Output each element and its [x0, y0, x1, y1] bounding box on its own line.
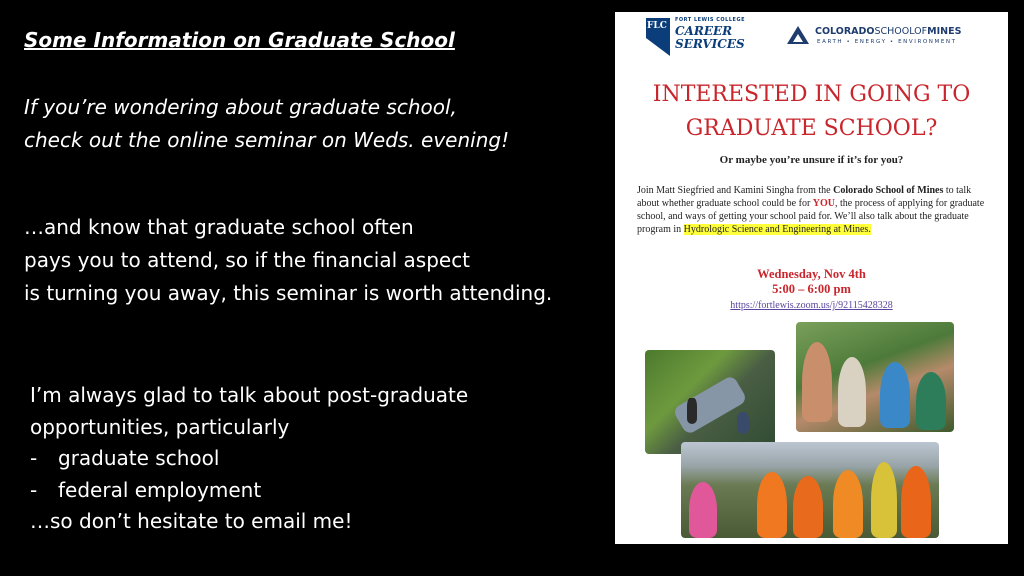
bullet-item — [30, 475, 468, 507]
career-services-logo — [675, 25, 745, 51]
contact-paragraph — [30, 380, 468, 538]
slide-title: Some Information on Graduate School — [24, 28, 455, 52]
bullet-marker: - — [30, 477, 38, 502]
stream-fieldwork-photo — [645, 350, 775, 454]
text-line: CAREER — [675, 24, 733, 38]
bullet-text: graduate school — [58, 446, 220, 470]
funding-paragraph — [24, 211, 552, 310]
text-line: …and know that graduate school often — [24, 215, 414, 239]
mines-tagline: EARTH • ENERGY • ENVIRONMENT — [817, 39, 957, 45]
flyer-body: Join Matt Siegfried and Kamini Singha from the Colorado School of Mines to talk about whether graduate school could be for YOU, the process of applying for graduate school, and ways of getting your school paid for. We’ll also talk about the graduate program in Hydrologic Science and Engineering at Mines. — [637, 185, 985, 235]
text-line: I’m always glad to talk about post-graduate — [30, 383, 469, 407]
text-line: SERVICES — [675, 37, 745, 51]
seminar-paragraph — [24, 91, 509, 157]
mines-logo-name: COLORADOSCHOOLOFMINES — [815, 26, 962, 37]
bullet-text: federal employment — [58, 477, 262, 502]
bullet-marker: - — [30, 446, 38, 470]
text-line: is turning you away, this seminar is worth attending. — [24, 281, 553, 305]
text-line: If you’re wondering about graduate school, — [24, 95, 457, 119]
group-selfie-photo — [796, 322, 954, 432]
bullet-item — [30, 443, 468, 475]
flyer-headline: INTERESTED IN GOING TO GRADUATE SCHOOL? — [652, 82, 971, 141]
flc-logo-icon: FLC — [646, 18, 670, 56]
event-time: 5:00 – 6:00 pm — [772, 282, 851, 296]
event-date: Wednesday, Nov 4th 5:00 – 6:00 pm — [615, 267, 1008, 297]
text-line: check out the online seminar on Weds. evening! — [24, 128, 510, 152]
text-line: pays you to attend, so if the financial aspect — [24, 248, 471, 272]
seminar-flyer-image — [615, 12, 1008, 544]
flyer-subhead: Or maybe you’re unsure if it’s for you? — [719, 154, 904, 166]
mines-logo-icon — [787, 26, 809, 44]
zoom-link[interactable]: https://fortlewis.zoom.us/j/92115428328 — [730, 300, 893, 311]
students-group-photo — [681, 442, 939, 538]
text-line: opportunities, particularly — [30, 414, 290, 439]
flc-college-name: FORT LEWIS COLLEGE — [675, 17, 745, 23]
text-line: …so don’t hesitate to email me! — [30, 509, 353, 533]
